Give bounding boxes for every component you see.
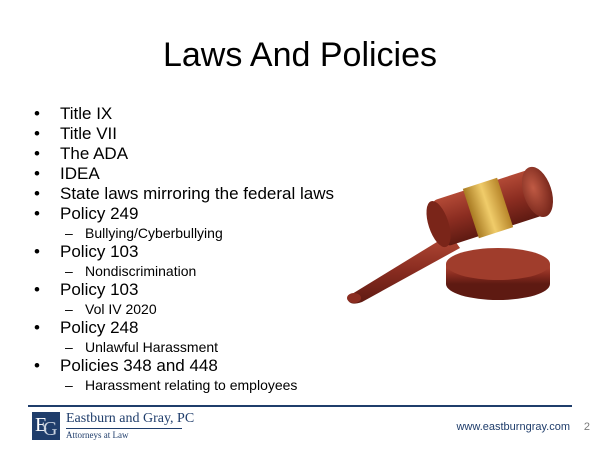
bullet-item — [34, 104, 364, 124]
sub-bullet-marker: – — [65, 225, 73, 241]
bullet-marker: • — [34, 318, 40, 337]
bullet-text: State laws mirroring the federal laws — [60, 184, 335, 203]
firm-logo — [32, 412, 60, 440]
firm-name: Eastburn and Gray, PC — [66, 411, 195, 426]
sub-bullet-item — [34, 300, 364, 318]
sub-bullet-marker: – — [65, 377, 73, 393]
sub-bullet-marker: – — [65, 301, 73, 317]
sub-bullet-item — [34, 262, 364, 280]
sub-bullet-item — [34, 338, 364, 356]
sub-bullet-text: Vol IV 2020 — [85, 301, 157, 317]
bullet-marker: • — [34, 242, 40, 261]
bullet-marker: • — [34, 164, 40, 183]
bullet-marker: • — [34, 280, 40, 299]
bullet-item — [34, 242, 364, 262]
sub-bullet-text: Bullying/Cyberbullying — [85, 225, 223, 241]
firm-tagline: Attorneys at Law — [66, 430, 129, 440]
sub-bullet-marker: – — [65, 339, 73, 355]
bullet-marker: • — [34, 356, 40, 375]
gavel-icon — [338, 160, 570, 308]
bullet-item — [34, 144, 364, 164]
bullet-text: Title IX — [60, 104, 113, 123]
bullet-text: Policies 348 and 448 — [60, 356, 218, 375]
sub-bullet-text: Unlawful Harassment — [85, 339, 219, 355]
bullet-marker: • — [34, 104, 40, 123]
logo-letter-e: E — [35, 414, 48, 436]
footer-divider — [28, 405, 572, 407]
slide-title: Laws And Policies — [162, 36, 438, 74]
bullet-item — [34, 280, 364, 300]
bullet-marker: • — [34, 204, 40, 223]
bullet-text: IDEA — [60, 164, 100, 183]
bullet-text: Title VII — [60, 124, 117, 143]
bullet-marker: • — [34, 124, 40, 143]
bullet-marker: • — [34, 184, 40, 203]
bullet-text: Policy 248 — [60, 318, 139, 337]
sub-bullet-item — [34, 224, 364, 242]
bullet-marker: • — [34, 144, 40, 163]
bullet-item — [34, 204, 364, 224]
bullet-text: Policy 103 — [60, 242, 139, 261]
sub-bullet-marker: – — [65, 263, 73, 279]
bullet-item — [34, 184, 364, 204]
bullet-item — [34, 356, 364, 376]
bullet-item — [34, 124, 364, 144]
sub-bullet-text: Harassment relating to employees — [85, 377, 298, 393]
bullet-item — [34, 318, 364, 338]
firm-name-rule — [66, 428, 182, 429]
sub-bullet-item — [34, 376, 364, 394]
bullet-text: Policy 249 — [60, 204, 139, 223]
bullet-text: The ADA — [60, 144, 129, 163]
page-number: 2 — [583, 421, 590, 433]
website-link[interactable]: www.eastburngray.com — [456, 421, 570, 433]
bullet-list — [34, 104, 364, 394]
bullet-text: Policy 103 — [60, 280, 139, 299]
sub-bullet-text: Nondiscrimination — [85, 263, 197, 279]
logo-letter-g: G — [43, 418, 58, 440]
bullet-item — [34, 164, 364, 184]
